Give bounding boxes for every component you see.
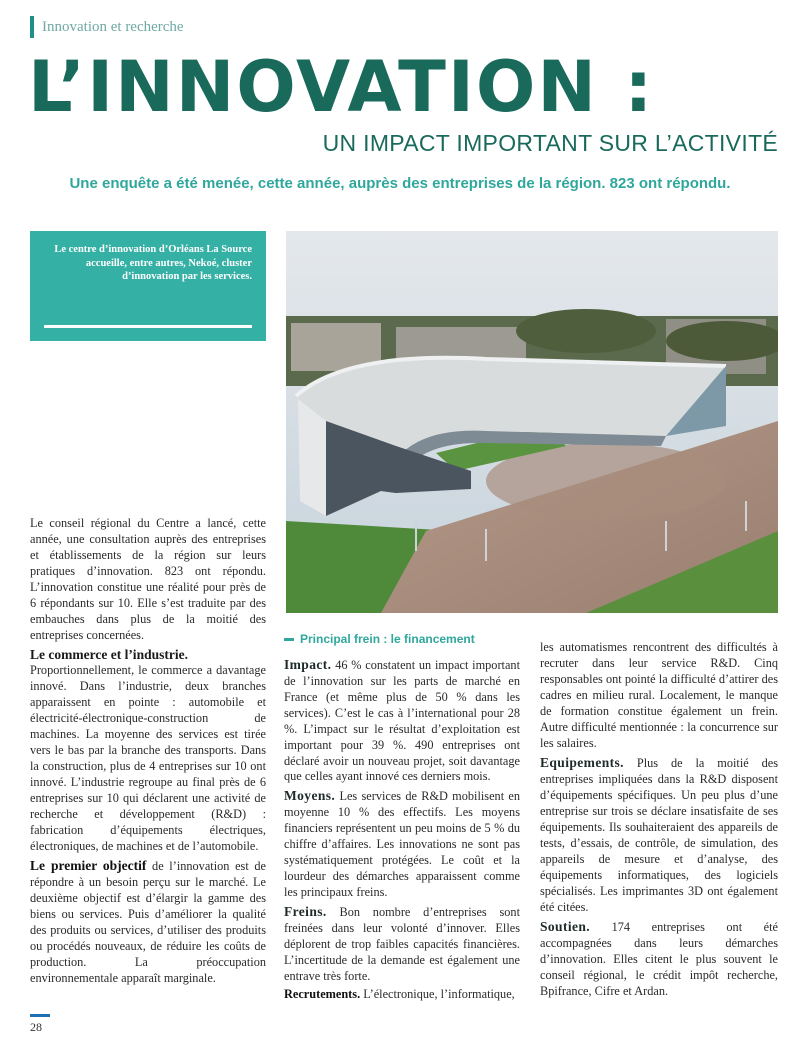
page-number: 28 [30, 1020, 42, 1034]
financement-subheading [284, 632, 520, 648]
building-photo [286, 231, 778, 613]
commerce-section [30, 646, 266, 855]
page-title: L’INNOVATION : [28, 46, 655, 128]
recrutements-paragraph [284, 987, 520, 1003]
intro-paragraph: Le conseil régional du Centre a lancé, cette année, une consultation auprès des entreprises et établissements de la région sur leurs pratiques d’innovation. 823 ont répondu. L’innovation constitue une réalité pour près de 6 répondants sur 10. Elle s’est traduite par des embauches dans plus de la moitié des entreprises concernées. [30, 516, 266, 642]
recrutements-text: L’électronique, l’informatique, [360, 987, 515, 1002]
soutien-text: 174 entreprises ont été accompagnées dans leurs démarches d’innovation. Elles citent le plus souvent le conseil régional, le crédit impôt recherche, Bpifrance, Cifre et Ardan. [540, 919, 778, 998]
equipements-heading: Equipements. [540, 754, 624, 770]
recrutements-continued: les automatismes rencontrent des difficultés à recruter dans leur service R&D. Cinq responsables ont pointé la difficulté d’attirer des cadres en milieu rural. Localement, le manque de formation constitue également un frein. Autre difficulté mentionnée : la concurrence sur les salaires. [540, 640, 778, 750]
freins-text: Bon nombre d’entreprises sont freinées dans leur volonté d’innover. Elles déplorent de trop faibles capacités financières. L’incertitude de la demande est également une entrave très forte. [284, 905, 520, 984]
recrutements-heading: Recrutements. [284, 987, 361, 1002]
photo-caption-box [30, 231, 266, 341]
objectif-heading: Le premier objectif [30, 858, 147, 874]
soutien-heading: Soutien. [540, 918, 591, 934]
freins-heading: Freins. [284, 904, 327, 920]
equipements-paragraph [540, 754, 778, 916]
impact-paragraph [284, 656, 520, 786]
commerce-heading: Le commerce et l’industrie. [30, 646, 188, 662]
caption-divider [44, 325, 252, 328]
impact-text: 46 % constatent un impact important de l’innovation sur les parts de marché en France (et même plus de 50 % dans les services). C’est le cas à l’international pour 28 %. L’impact sur le résultat d’exploitation est important pour 39 %. 490 entreprises ont déclaré avoir un nouveau projet, soit davantage que celles ayant innové ces derniers mois. [284, 657, 520, 784]
section-label: Innovation et recherche [42, 18, 184, 35]
section-tag [30, 16, 184, 38]
objectif-section [30, 857, 266, 987]
column-2 [284, 632, 520, 1005]
moyens-text: Les services de R&D mobilisent en moyenne 10 % des effectifs. Les moyens financiers représentent un peu moins de 5 % du chiffre d’affaires. Les innovations ne sont pas systématiquement protégées. Le coût et la lourdeur des démarches apparaissent comme les principaux freins. [284, 789, 520, 900]
subheading-label: Principal frein : le financement [300, 632, 475, 646]
soutien-paragraph [540, 918, 778, 1000]
photo-caption: Le centre d’innovation d’Orléans La Source accueille, entre autres, Nekoé, cluster d’innovation par les services. [54, 244, 252, 283]
lead-text: Une enquête a été menée, cette année, auprès des entreprises de la région. 823 ont répondu. [69, 175, 731, 192]
footer-bar [30, 1014, 50, 1017]
freins-paragraph [284, 903, 520, 985]
impact-heading: Impact. [284, 656, 332, 672]
section-bar [30, 16, 34, 38]
objectif-text: de l’innovation est de répondre à un besoin perçu sur le marché. Le deuxième objectif est d’élargir la gamme des biens ou services. Puis d’améliorer la qualité des produits ou services, d’utiliser des produits ou procédés nouveaux, de réduire les coûts de production. La préoccupation environnementale apparaît marginale. [30, 859, 267, 986]
column-1 [30, 516, 266, 989]
building-illustration [286, 231, 778, 613]
moyens-heading: Moyens. [284, 788, 336, 804]
commerce-text: Proportionnellement, le commerce a davantage innové. Dans l’industrie, deux branches apparaissent en pointe : automobile et électricité-électronique-construction de machines. La moyenne des services est tirée vers le bas par la branche des transports. Dans la construction, plus de 4 entreprises sur 10 ont innové. L’industrie regroupe au final près de 6 entreprises sur 10 qui déclarent une activité de recherche et développement (R&D) : fabrication d’équipements électriques, électroniques, de machines et de l’automobile. [30, 663, 266, 854]
moyens-paragraph [284, 787, 520, 901]
equipements-text: Plus de la moitié des entreprises impliquées dans la R&D disposent d’équipements spécifiques. Un peu plus d’une entreprise sur trois se déclare insatisfaite de ses équipements. Ils souhaiteraient des appareils de tests, d’essais, de contrôle, de simulation, des appareils de mesure et d’analyse, des équipements informatiques, des logiciels spécialisés. Les imprimantes 3D ont également été citées. [540, 755, 778, 914]
page-subtitle: UN IMPACT IMPORTANT SUR L’ACTIVITÉ [322, 130, 778, 156]
column-3 [540, 640, 778, 1002]
subheading-dash [284, 638, 294, 641]
